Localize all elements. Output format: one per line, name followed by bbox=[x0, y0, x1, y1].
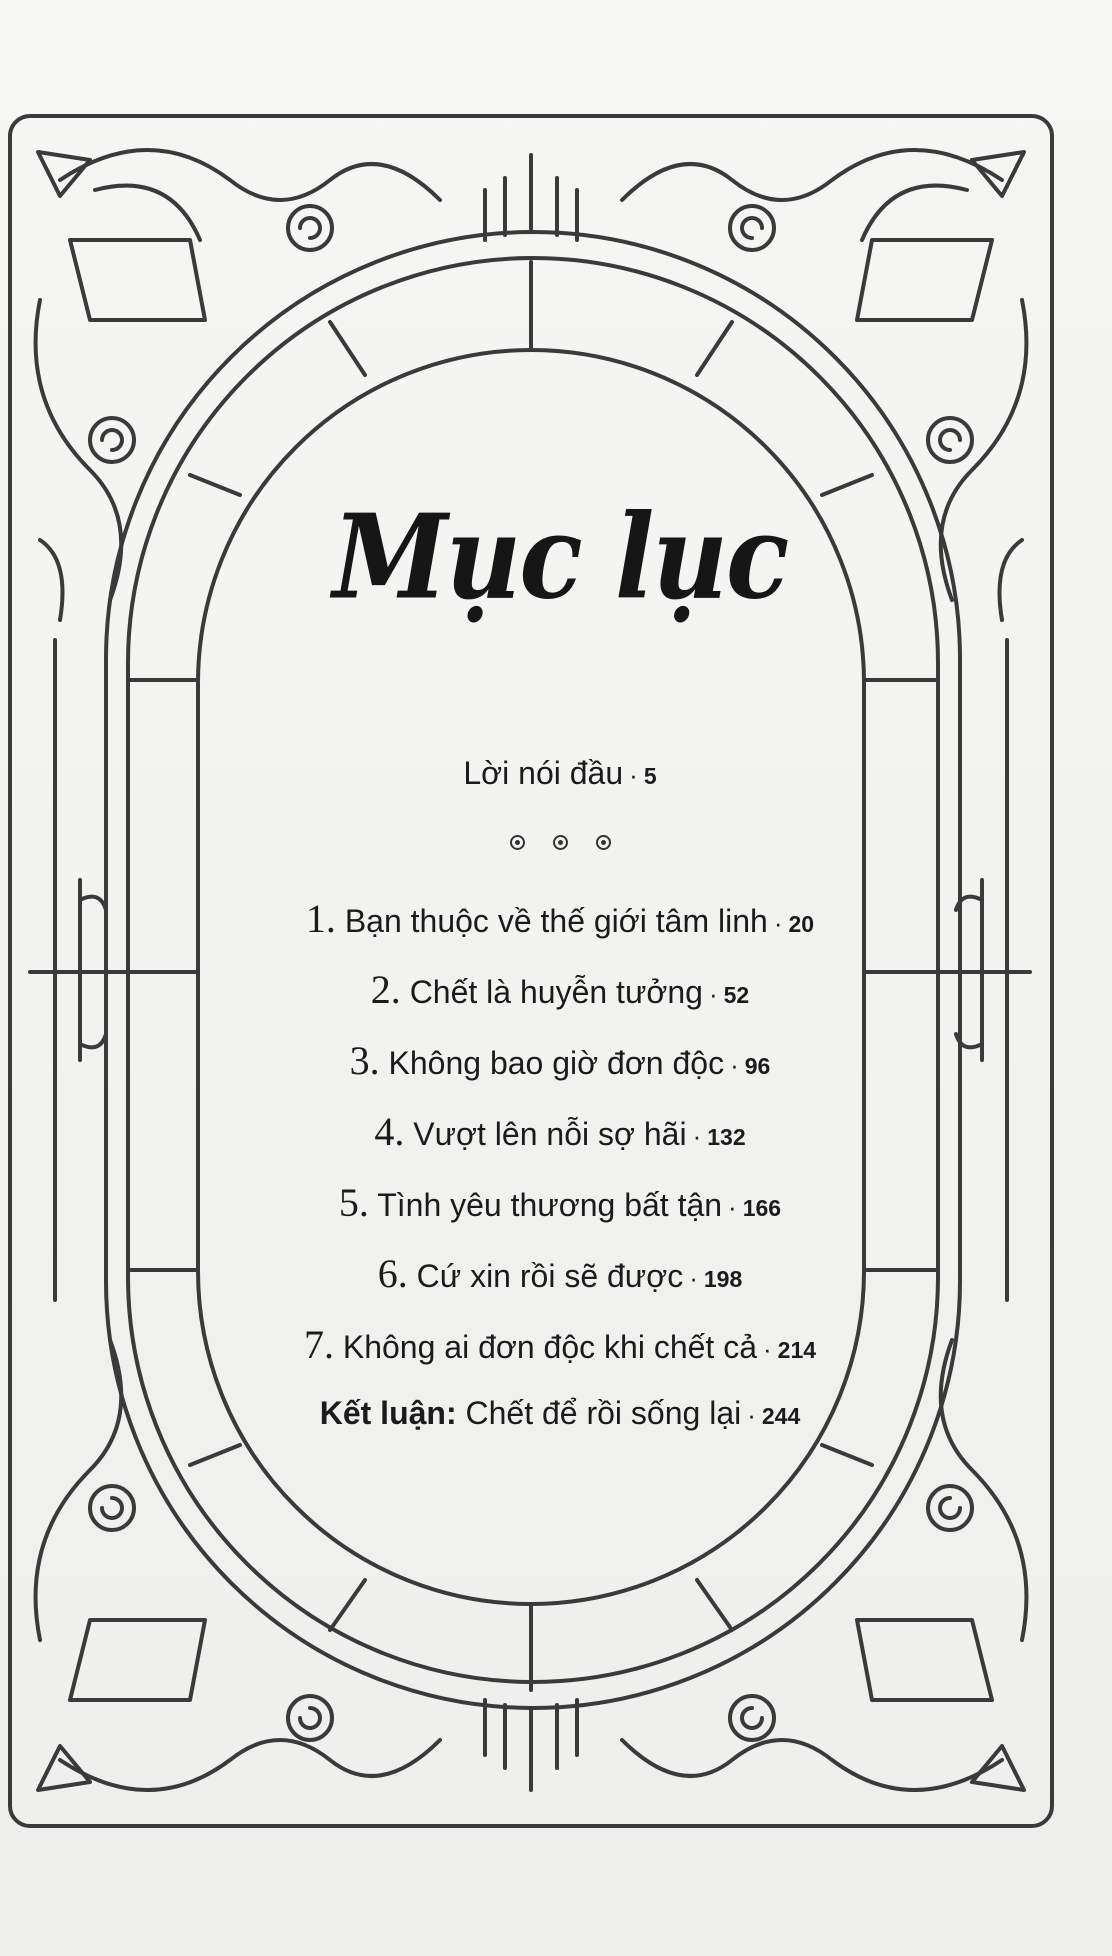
chapter-number: 3. bbox=[349, 1038, 380, 1083]
chapter-page: 132 bbox=[707, 1124, 746, 1150]
separator-dot: · bbox=[762, 1334, 772, 1364]
separator-dot: · bbox=[708, 979, 718, 1009]
chapter-number: 2. bbox=[370, 967, 401, 1012]
top-fan bbox=[485, 155, 577, 240]
chapter-entry-3[interactable] bbox=[200, 1037, 920, 1084]
preface-page: 5 bbox=[643, 763, 657, 789]
chapter-entry-1[interactable] bbox=[200, 895, 920, 942]
chapter-page: 166 bbox=[742, 1195, 782, 1221]
chapter-title: Chết là huyễn tưởng bbox=[409, 974, 703, 1010]
divider-dot-icon bbox=[596, 835, 611, 850]
page-title: Mục lục bbox=[332, 487, 788, 626]
conclusion-page: 244 bbox=[761, 1403, 801, 1429]
separator-dot: · bbox=[692, 1121, 702, 1151]
preface-label: Lời nói đầu bbox=[463, 755, 624, 791]
chapter-number: 5. bbox=[338, 1180, 369, 1225]
separator-dot: · bbox=[629, 760, 638, 790]
chapter-entry-4[interactable] bbox=[200, 1108, 920, 1155]
chapter-title: Cứ xin rồi sẽ được bbox=[416, 1258, 684, 1294]
chapter-title: Vượt lên nỗi sợ hãi bbox=[413, 1116, 687, 1152]
chapter-title: Không ai đơn độc khi chết cả bbox=[342, 1329, 757, 1365]
chapter-entry-7[interactable] bbox=[200, 1321, 920, 1368]
chapter-page: 52 bbox=[723, 982, 750, 1008]
chapter-number: 6. bbox=[377, 1251, 408, 1296]
chapter-title: Tình yêu thương bất tận bbox=[377, 1187, 723, 1223]
chapter-page: 96 bbox=[744, 1053, 771, 1079]
chapter-page: 20 bbox=[788, 911, 815, 937]
divider-dot-icon bbox=[510, 835, 525, 850]
chapter-entry-2[interactable] bbox=[200, 966, 920, 1013]
chapter-number: 4. bbox=[374, 1109, 405, 1154]
section-divider bbox=[200, 835, 920, 855]
bottom-fan bbox=[485, 1700, 577, 1790]
conclusion-label: Kết luận: bbox=[319, 1395, 457, 1431]
preface-entry[interactable] bbox=[200, 755, 920, 792]
chapter-page: 198 bbox=[703, 1266, 743, 1292]
chapter-entry-5[interactable] bbox=[200, 1179, 920, 1226]
separator-dot: · bbox=[728, 1192, 737, 1222]
chapter-page: 214 bbox=[777, 1337, 817, 1363]
divider-dot-icon bbox=[553, 835, 568, 850]
chapter-number: 7. bbox=[303, 1322, 334, 1367]
chapter-number: 1. bbox=[305, 896, 336, 941]
separator-dot: · bbox=[689, 1263, 698, 1293]
chapter-entry-6[interactable] bbox=[200, 1250, 920, 1297]
separator-dot: · bbox=[730, 1050, 739, 1080]
chapter-title: Không bao giờ đơn độc bbox=[388, 1045, 725, 1081]
separator-dot: · bbox=[747, 1400, 756, 1430]
separator-dot: · bbox=[773, 908, 783, 938]
conclusion-entry[interactable] bbox=[200, 1395, 920, 1432]
chapter-title: Bạn thuộc về thế giới tâm linh bbox=[344, 903, 768, 939]
conclusion-title: Chết để rồi sống lại bbox=[465, 1395, 742, 1431]
